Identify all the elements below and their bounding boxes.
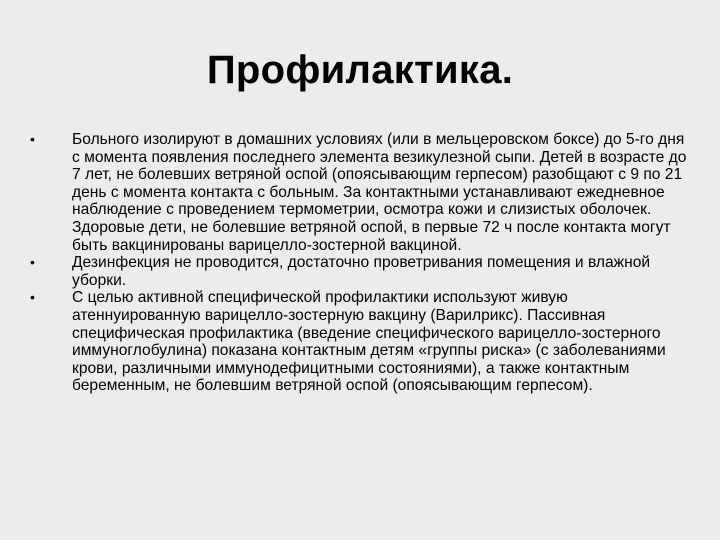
bullet-icon: • [30,131,35,147]
list-item [28,254,688,289]
bullet-icon: • [30,254,35,271]
bullet-icon: • [30,289,35,306]
slide-title: Профилактика. [206,48,514,92]
bullet-text: Больного изолируют в домашних условиях (или в мельцеровском боксе) до 5-го дня с момента появления последнего элемента везикулезной сыпи. Детей в возрасте до 7 лет, не болевших ветряной оспой (опоясывающим герпесом) разобщают с 9 по 21 день с момента контакта с больным. За контактными устанавливают ежедневное наблюдение с проведением термометрии, осмотра кожи и слизистых оболочек. Здоровые дети, не болевшие ветряной оспой, в первые 72 ч после контакта могут быть вакцинированы варицелло-зостерной вакциной. [72,131,687,254]
bullet-list [28,131,688,395]
bullet-text: С целью активной специфической профилактики используют живую атеннуированную варицелло-зостерную вакцину (Варилрикс). Пассивная специфическая профилактика (введение специфического варицелло-зостерного иммуноглобулина) показана контактным детям «группы риска» (с заболеваниями крови, различными иммунодефицитными состояниями), а также контактным беременным, не болевшим ветряной оспой (опоясывающим герпесом). [72,289,666,395]
list-item [28,289,688,395]
bullet-text: Дезинфекция не проводится, достаточно проветривания помещения и влажной уборки. [72,254,651,289]
list-item [28,131,688,254]
